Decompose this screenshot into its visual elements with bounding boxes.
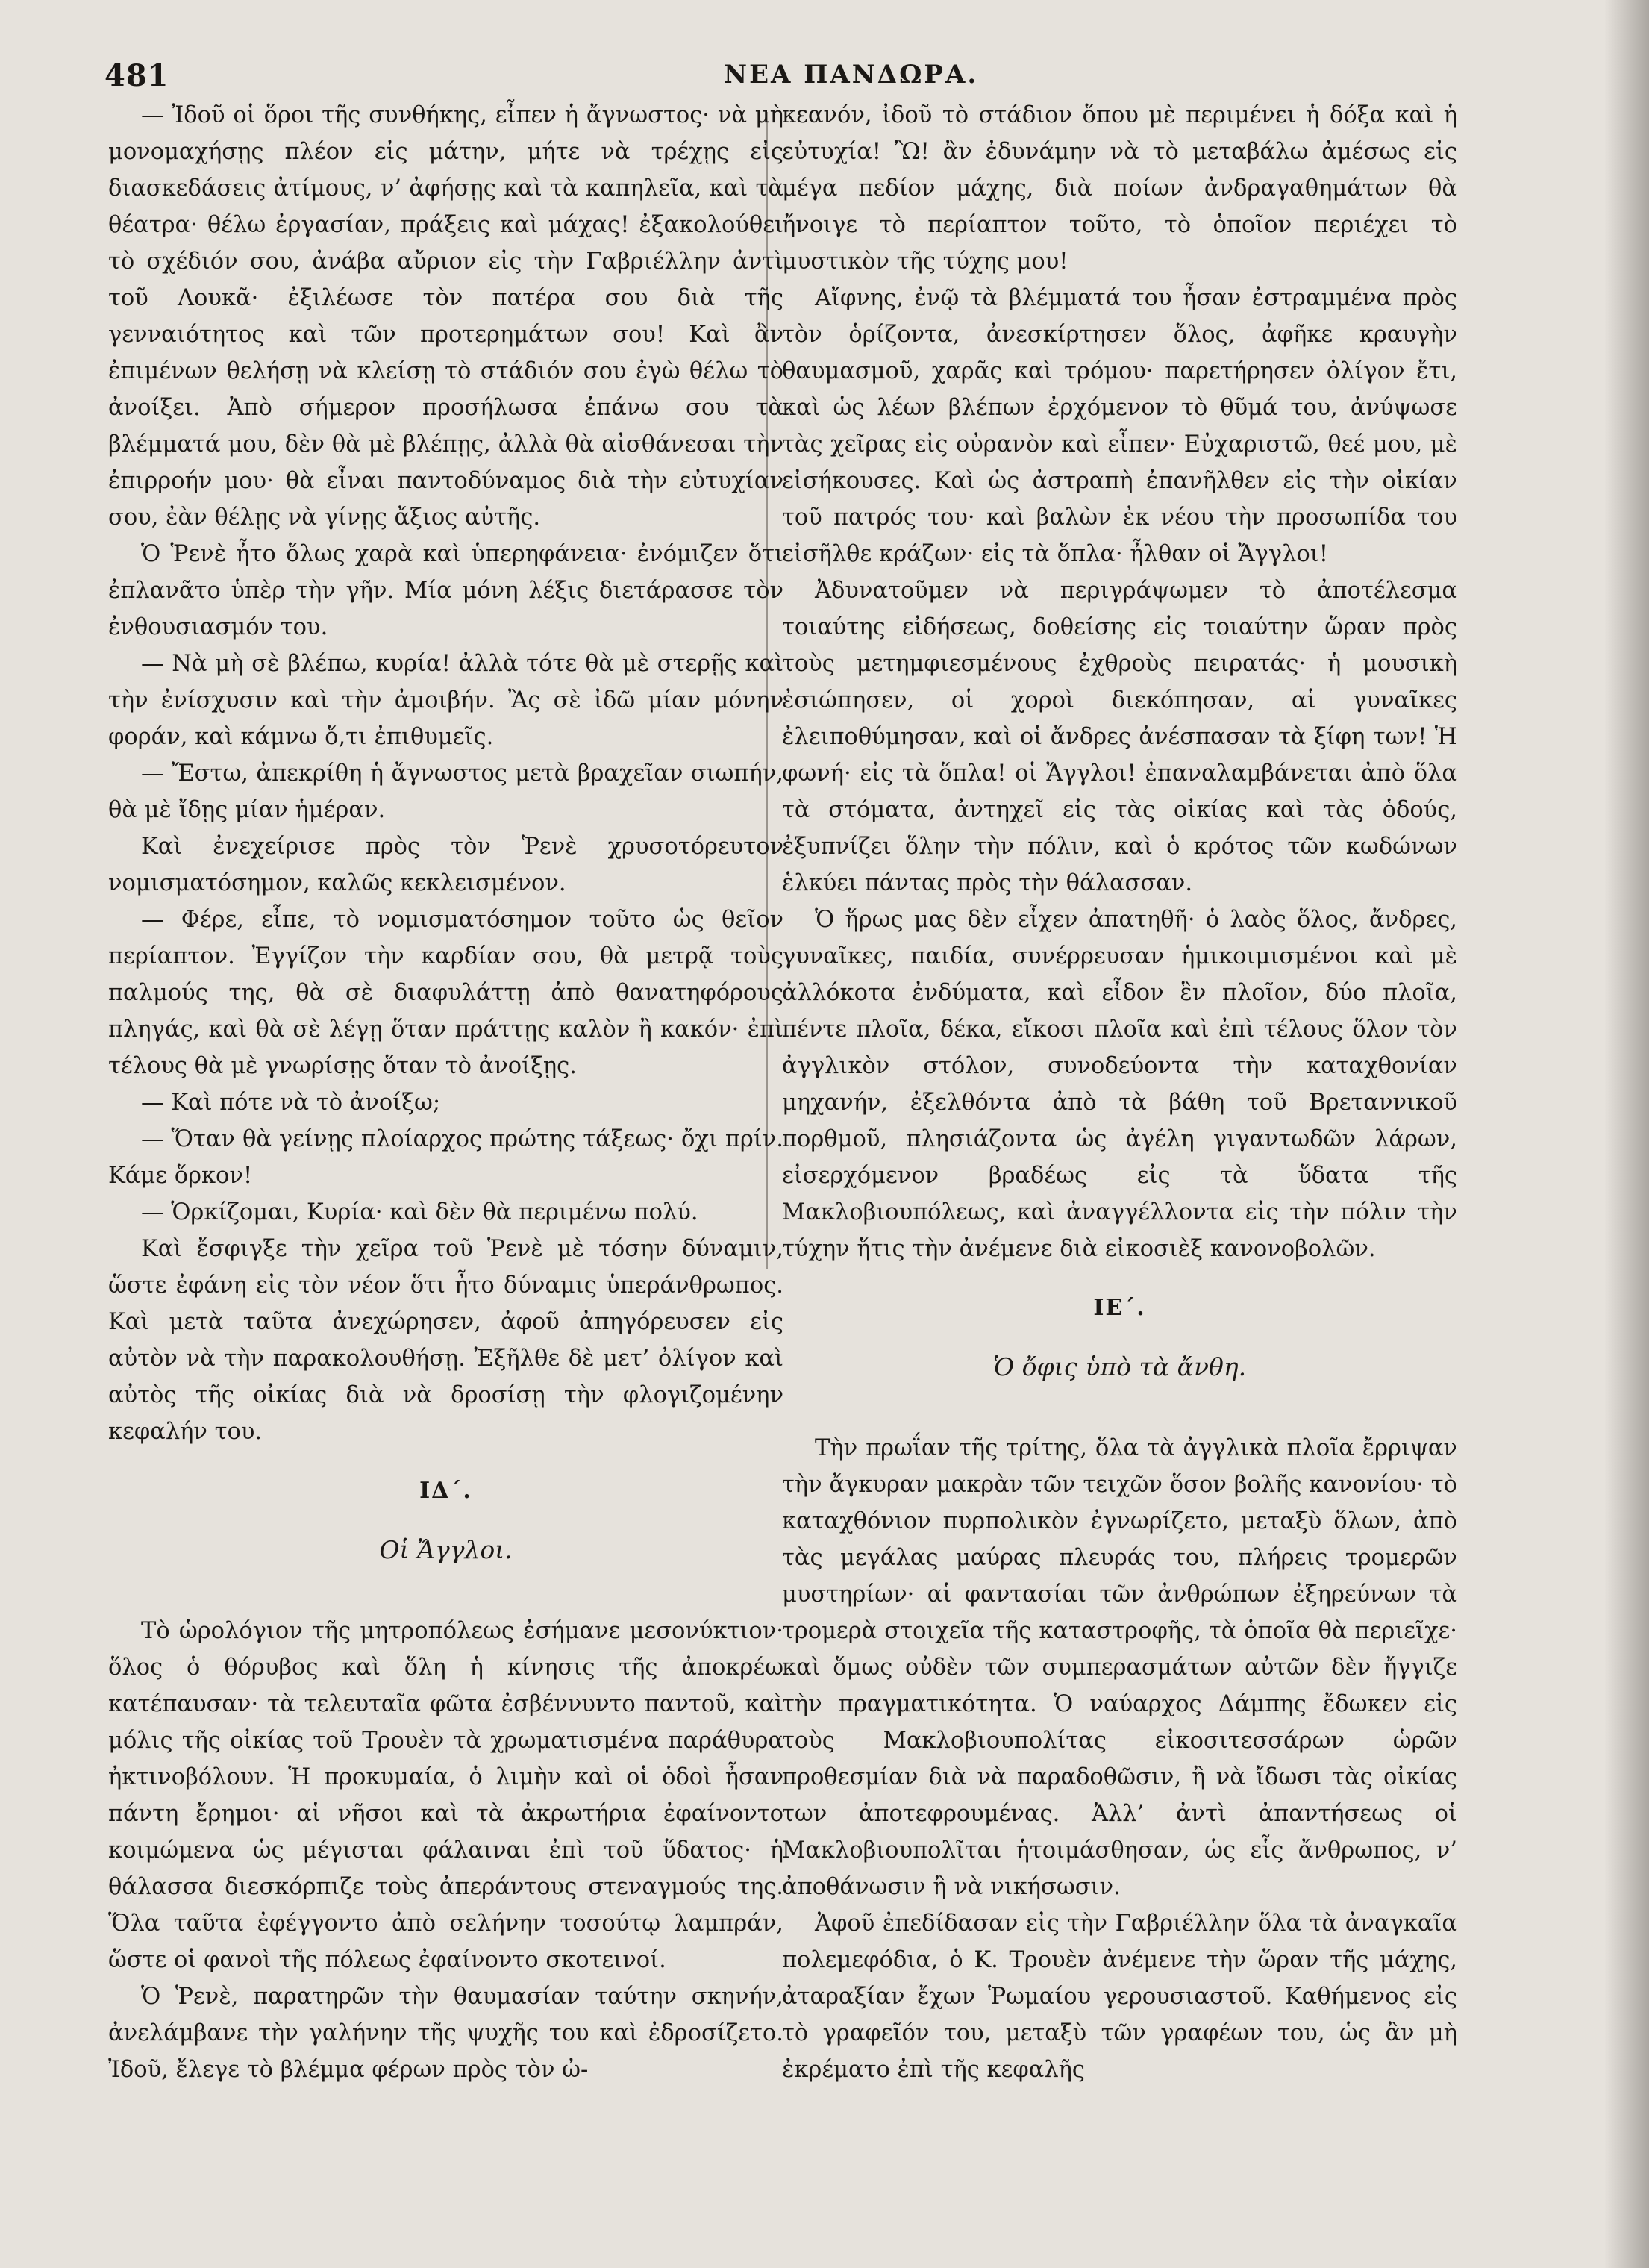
running-head [104, 58, 1559, 96]
chapter-number: ΙΕ΄. [1093, 1295, 1146, 1321]
paragraph: Τὴν πρωΐαν τῆς τρίτης, ὅλα τὰ ἀγγλικὰ πλοῖα ἔρριψαν τὴν ἄγκυραν μακρὰν τῶν τειχῶν ὅσον βολῆς κανονίου· τὸ καταχθόνιον πυρπολικὸν ἐγνωρίζετο, μεταξὺ ὅλων, ἀπὸ τὰς μεγάλας μαύρας πλευράς του, πλήρεις τρομερῶν μυστηρίων· αἱ φαντασίαι τῶν ἀνθρώπων ἐξηρεύνων τὰ τρομερὰ στοιχεῖα τῆς καταστροφῆς, τὰ ὁποῖα θὰ περιεῖχε· καὶ ὅμως οὐδὲν τῶν συμπερασμάτων αὐτῶν δὲν ἤγγιζε τὴν πραγματικότητα. Ὁ ναύαρχος Δάμπης ἔδωκεν εἰς τοὺς Μακλοβιουπολίτας εἰκοσιτεσσάρων ὡρῶν προθεσμίαν διὰ νὰ παραδοθῶσιν, ἢ νὰ ἴδωσι τὰς οἰκίας των ἀποτεφρουμένας. Ἀλλ’ ἀντὶ ἀπαντήσεως οἱ Μακλοβιουπολῖται ἡτοιμάσθησαν, ὡς εἷς ἄνθρωπος, ν’ ἀποθάνωσιν ἢ νὰ νικήσωσιν. [782, 1435, 1457, 1900]
left-column [108, 97, 783, 2088]
paragraph: Ὁ ἥρως μας δὲν εἶχεν ἀπατηθῆ· ὁ λαὸς ὅλος, ἄνδρες, γυναῖκες, παιδία, συνέρρευσαν ἡμικοιμισμένοι καὶ μὲ ἀλλόκοτα ἐνδύματα, καὶ εἶδον ἓν πλοῖον, δύο πλοῖα, πέντε πλοῖα, δέκα, εἴκοσι πλοῖα καὶ ἐπὶ τέλους ὅλον τὸν ἀγγλικὸν στόλον, συνοδεύοντα τὴν καταχθονίαν μηχανήν, ἐξελθόντα ἀπὸ τὰ βάθη τοῦ Βρεταννικοῦ πορθμοῦ, πλησιάζοντα ὡς ἀγέλη γιγαντωδῶν λάρων, εἰσερχόμενον βραδέως εἰς τὰ ὕδατα τῆς Μακλοβιουπόλεως, καὶ ἀναγγέλλοντα εἰς τὴν πόλιν τὴν τύχην ἥτις τὴν ἀνέμενε διὰ εἰκοσιὲξ κανονοβολῶν. [782, 907, 1457, 1262]
page-edge-shadow [1604, 0, 1649, 2268]
paragraph: Αἴφνης, ἐνῷ τὰ βλέμματά του ἦσαν ἐστραμμένα πρὸς τὸν ὁρίζοντα, ἀνεσκίρτησεν ὅλος, ἀφῆκε κραυγὴν θαυμασμοῦ, χαρᾶς καὶ τρόμου· παρετήρησεν ὀλίγον ἔτι, καὶ ὡς λέων βλέπων ἐρχόμενον τὸ θῦμά του, ἀνύψωσε τὰς χεῖρας εἰς οὐρανὸν καὶ εἶπεν· Εὐχαριστῶ, θεέ μου, μὲ εἰσήκουσες. Καὶ ὡς ἀστραπὴ ἐπανῆλθεν εἰς τὴν οἰκίαν τοῦ πατρός του· καὶ βαλὼν ἐκ νέου τὴν προσωπίδα του εἰσῆλθε κράζων· εἰς τὰ ὅπλα· ἦλθαν οἱ Ἄγγλοι! [782, 285, 1457, 567]
right-column [782, 97, 1457, 2088]
paragraph: — Ἰδοῦ οἱ ὅροι τῆς συνθήκης, εἶπεν ἡ ἄγνωστος· νὰ μὴ μονομαχήσῃς πλέον εἰς μάτην, μήτε νὰ τρέχῃς εἰς διασκεδάσεις ἀτίμους, ν’ ἀφήσῃς καὶ τὰ καπηλεῖα, καὶ τὰ θέατρα· θέλω ἐργασίαν, πράξεις καὶ μάχας! ἐξακολούθει τὸ σχέδιόν σου, ἀνάβα αὔριον εἰς τὴν Γαβριέλλην ἀντὶ τοῦ Λουκᾶ· ἐξιλέωσε τὸν πατέρα σου διὰ τῆς γενναιότητος καὶ τῶν προτερημάτων σου! Καὶ ἂν ἐπιμένων θελήσῃ νὰ κλείσῃ τὸ στάδιόν σου ἐγὼ θέλω τὸ ἀνοίξει. Ἀπὸ σήμερον προσήλωσα ἐπάνω σου τὰ βλέμματά μου, δὲν θὰ μὲ βλέπῃς, ἀλλὰ θὰ αἰσθάνεσαι τὴν ἐπιρροήν μου· θὰ εἶναι παντοδύναμος διὰ τὴν εὐτυχίαν σου, ἐὰν θέλῃς νὰ γίνῃς ἄξιος αὐτῆς. [108, 102, 783, 531]
paragraph: — Ὁρκίζομαι, Κυρία· καὶ δὲν θὰ περιμένω πολύ. [141, 1199, 698, 1225]
paragraph: Ὁ Ῥενὲ ἦτο ὅλως χαρὰ καὶ ὑπερηφάνεια· ἐνόμιζεν ὅτι ἐπλανᾶτο ὑπὲρ τὴν γῆν. Μία μόνη λέξις διετάρασσε τὸν ἐνθουσιασμόν του. [108, 541, 783, 640]
journal-title: ΝΕΑ ΠΑΝΔΩΡΑ. [724, 60, 979, 90]
chapter-title: Ὁ ὄφις ὑπὸ τὰ ἄνθη. [992, 1352, 1247, 1381]
paragraph: Ἀφοῦ ἐπεδίδασαν εἰς τὴν Γαβριέλλην ὅλα τὰ ἀναγκαῖα πολεμεφόδια, ὁ Κ. Τρουὲν ἀνέμενε τὴν ὥραν τῆς μάχης, ἀταραξίαν ἔχων Ῥωμαίου γερουσιαστοῦ. Καθήμενος εἰς τὸ γραφεῖόν του, μεταξὺ τῶν γραφέων του, ὡς ἂν μὴ ἐκρέματο ἐπὶ τῆς κεφαλῆς [782, 1911, 1457, 2083]
paragraph: — Ἔστω, ἀπεκρίθη ἡ ἄγνωστος μετὰ βραχεῖαν σιωπήν, θὰ μὲ ἴδῃς μίαν ἡμέραν. [108, 760, 783, 823]
paragraph: Ὁ Ῥενὲ, παρατηρῶν τὴν θαυμασίαν ταύτην σκηνήν, ἀνελάμβανε τὴν γαλήνην τῆς ψυχῆς του καὶ ἐδροσίζετο. Ἰδοῦ, ἔλεγε τὸ βλέμμα φέρων πρὸς τὸν ὠ- [108, 1984, 783, 2083]
chapter-title: Οἱ Ἄγγλοι. [379, 1535, 513, 1564]
paragraph: Καὶ ἔσφιγξε τὴν χεῖρα τοῦ Ῥενὲ μὲ τόσην δύναμιν, ὥστε ἐφάνη εἰς τὸν νέον ὅτι ἦτο δύναμις ὑπεράνθρωπος. Καὶ μετὰ ταῦτα ἀνεχώρησεν, ἀφοῦ ἀπηγόρευσεν εἰς αὐτὸν νὰ τὴν παρακολουθήσῃ. Ἐξῆλθε δὲ μετ’ ὀλίγον καὶ αὐτὸς τῆς οἰκίας διὰ νὰ δροσίσῃ τὴν φλογιζομένην κεφαλήν του. [108, 1236, 783, 1445]
paragraph: Καὶ ἐνεχείρισε πρὸς τὸν Ῥενὲ χρυσοτόρευτον νομισματόσημον, καλῶς κεκλεισμένον. [108, 834, 783, 896]
chapter-number: ΙΔ΄. [419, 1478, 472, 1504]
paragraph: κεανόν, ἰδοῦ τὸ στάδιον ὅπου μὲ περιμένει ἡ δόξα καὶ ἡ εὐτυχία! Ὢ! ἂν ἐδυνάμην νὰ τὸ μεταβάλω ἀμέσως εἰς μέγα πεδίον μάχης, διὰ ποίων ἀνδραγαθημάτων θὰ ἤνοιγε τὸ περίαπτον τοῦτο, τὸ ὁποῖον περιέχει τὸ μυστικὸν τῆς τύχης μου! [782, 102, 1457, 275]
paragraph: — Ὅταν θὰ γείνῃς πλοίαρχος πρώτης τάξεως· ὄχι πρίν. Κάμε ὅρκον! [108, 1126, 783, 1189]
paragraph: — Καὶ πότε νὰ τὸ ἀνοίξω; [141, 1090, 441, 1116]
paragraph: — Νὰ μὴ σὲ βλέπω, κυρία! ἀλλὰ τότε θὰ μὲ στερῇς καὶ τὴν ἐνίσχυσιν καὶ τὴν ἀμοιβήν. Ἂς σὲ ἰδῶ μίαν μόνην φοράν, καὶ κάμνω ὅ,τι ἐπιθυμεῖς. [108, 651, 783, 750]
page-number: 481 [104, 58, 169, 93]
paragraph: — Φέρε, εἶπε, τὸ νομισματόσημον τοῦτο ὡς θεῖον περίαπτον. Ἐγγίζον τὴν καρδίαν σου, θὰ μετρᾷ τοὺς παλμούς της, θὰ σὲ διαφυλάττῃ ἀπὸ θανατηφόρους πληγάς, καὶ θὰ σὲ λέγῃ ὅταν πράττῃς καλὸν ἢ κακόν· ἐπὶ τέλους θὰ μὲ γνωρίσῃς ὅταν τὸ ἀνοίξῃς. [108, 907, 783, 1079]
paragraph: Τὸ ὡρολόγιον τῆς μητροπόλεως ἐσήμανε μεσονύκτιον· ὅλος ὁ θόρυβος καὶ ὅλη ἡ κίνησις τῆς ἀποκρέω κατέπαυσαν· τὰ τελευταῖα φῶτα ἐσβέννυντο παντοῦ, καὶ μόλις τῆς οἰκίας τοῦ Τρουὲν τὰ χρωματισμένα παράθυρα ἠκτινοβόλουν. Ἡ προκυμαία, ὁ λιμὴν καὶ οἱ ὁδοὶ ἦσαν πάντη ἔρημοι· αἱ νῆσοι καὶ τὰ ἀκρωτήρια ἐφαίνοντο κοιμώμενα ὡς μέγισται φάλαιναι ἐπὶ τοῦ ὕδατος· ἡ θάλασσα διεσκόρπιζε τοὺς ἀπεράντους στεναγμούς της. Ὅλα ταῦτα ἐφέγγοντο ἀπὸ σελήνην τοσούτῳ λαμπράν, ὥστε οἱ φανοὶ τῆς πόλεως ἐφαίνοντο σκοτεινοί. [108, 1618, 783, 1973]
paragraph: Ἀδυνατοῦμεν νὰ περιγράψωμεν τὸ ἀποτέλεσμα τοιαύτης εἰδήσεως, δοθείσης εἰς τοιαύτην ὥραν πρὸς τοὺς μετημφιεσμένους ἐχθροὺς πειρατάς· ἡ μουσικὴ ἐσιώπησεν, οἱ χοροὶ διεκόπησαν, αἱ γυναῖκες ἐλειποθύμησαν, καὶ οἱ ἄνδρες ἀνέσπασαν τὰ ξίφη των! Ἡ φωνή· εἰς τὰ ὅπλα! οἱ Ἄγγλοι! ἐπαναλαμβάνεται ἀπὸ ὅλα τὰ στόματα, ἀντηχεῖ εἰς τὰς οἰκίας καὶ τὰς ὁδούς, ἐξυπνίζει ὅλην τὴν πόλιν, καὶ ὁ κρότος τῶν κωδώνων ἑλκύει πάντας πρὸς τὴν θάλασσαν. [782, 578, 1457, 896]
